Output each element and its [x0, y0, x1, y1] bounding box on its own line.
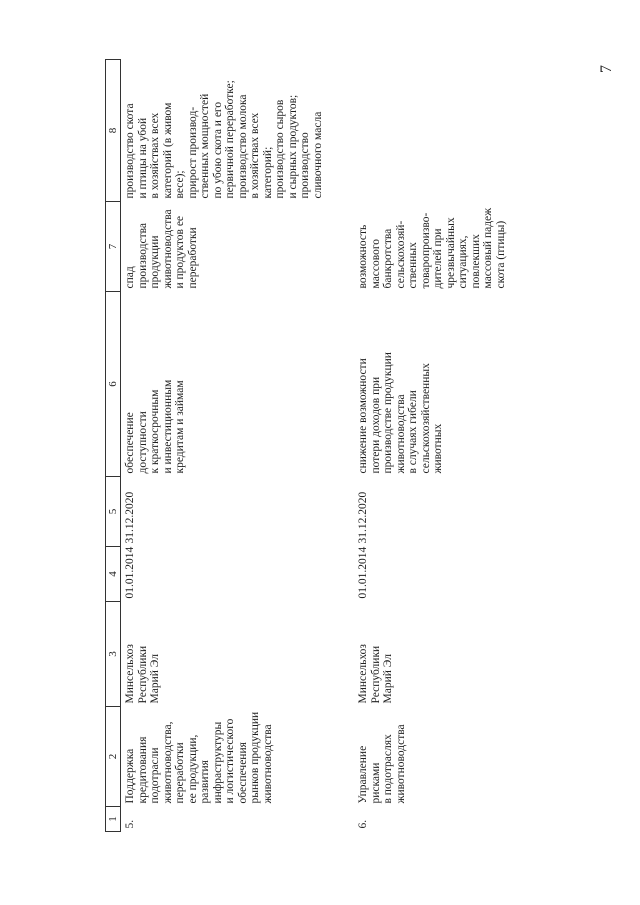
cell-line: прирост производ- [186, 106, 199, 199]
cell-line: Минсельхоз [357, 644, 369, 704]
cell-end: 31.12.2020 [357, 491, 369, 544]
cell-executor [354, 602, 507, 707]
cell-line: спад [124, 266, 136, 289]
cell-line: в подотраслях [382, 734, 394, 804]
cell-line: банкротства [382, 228, 394, 289]
cell-line: сельскохозяй- [394, 220, 407, 289]
cell-line: обеспечения [236, 742, 249, 804]
program-table [105, 59, 507, 832]
cell-line: переработки [186, 227, 199, 289]
column-header: 1 [106, 807, 121, 832]
rotated-table-container [105, 60, 555, 832]
cell-line: товаропроизво- [419, 212, 432, 289]
cell-indicators [354, 60, 507, 202]
cell-line: ситуациях, [457, 235, 469, 289]
cell-line: и продуктов ее [174, 215, 186, 289]
header-row [106, 60, 121, 832]
cell-executor [121, 602, 355, 707]
cell-result [121, 292, 355, 477]
table-row [121, 60, 355, 832]
page-number: 7 [598, 65, 615, 73]
column-header: 5 [106, 477, 121, 547]
cell-line: рынков продукции [249, 711, 261, 804]
cell-line: животноводства [261, 724, 274, 804]
cell-line: производства [136, 223, 149, 289]
cell-indicators [121, 60, 355, 202]
cell-line: снижение возможности [357, 358, 369, 474]
column-header: 7 [106, 202, 121, 292]
cell-line: весе); [174, 170, 186, 199]
cell-line: категорий; [261, 146, 274, 199]
column-header: 6 [106, 292, 121, 477]
cell-line: скота (птицы) [494, 220, 507, 289]
cell-line: повлекших [469, 234, 482, 289]
cell-line: животноводства [161, 209, 174, 289]
column-header: 4 [106, 547, 121, 602]
cell-line: Республики [136, 645, 149, 704]
cell-line: ственных [407, 242, 419, 289]
cell-line: рисками [369, 762, 382, 804]
cell-line: развития [199, 760, 211, 804]
cell-consequences [121, 202, 355, 292]
cell-line: первичной переработке; [224, 80, 236, 199]
cell-line: чрезвычайных [444, 217, 457, 289]
cell-result [354, 292, 507, 477]
cell-line: по убою скота и его [211, 101, 224, 199]
cell-line: и птицы на убой [136, 117, 149, 199]
cell-line: Республики [369, 645, 382, 704]
column-header: 8 [106, 60, 121, 202]
cell-line: животноводства [394, 724, 407, 804]
cell-line: животных [432, 423, 444, 474]
cell-line: продукции [149, 235, 161, 289]
cell-line: производство молока [236, 94, 249, 199]
cell-line: обеспечение [124, 412, 136, 474]
cell-line: животноводства [394, 394, 407, 474]
cell-line: в случаях гибели [407, 390, 419, 474]
cell-line: к краткосрочным [149, 389, 161, 474]
cell-line: доступности [136, 411, 149, 474]
cell-line: кредитования [136, 736, 149, 804]
cell-line: кредитам и займам [174, 380, 186, 474]
cell-line: подотрасли [149, 747, 161, 804]
cell-consequences [354, 202, 507, 292]
cell-line: животноводства, [161, 721, 174, 804]
cell-line: в хозяйствах всех [149, 112, 161, 199]
cell-line: категорий (в живом [161, 102, 174, 199]
cell-line: ственных мощностей [199, 93, 211, 199]
cell-line: переработки [174, 742, 186, 804]
cell-line: инфраструктуры [211, 721, 224, 804]
cell-line: производство [299, 132, 311, 199]
cell-line: и инвестиционным [161, 379, 174, 474]
cell-line: сельскохозяйственных [419, 363, 432, 474]
cell-line: производство сыров [274, 99, 286, 199]
cell-line: возможность [357, 224, 369, 289]
cell-line: и логистического [224, 718, 236, 804]
cell-line: сливочного масла [311, 111, 324, 199]
column-header: 2 [106, 707, 121, 807]
cell-name [121, 707, 355, 807]
cell-line: массовый падеж [482, 207, 494, 289]
cell-start: 01.01.2014 [357, 546, 369, 599]
column-header: 3 [106, 602, 121, 707]
cell-line: потери доходов при [369, 376, 382, 474]
table-row [354, 60, 507, 832]
cell-line: Минсельхоз [124, 644, 136, 704]
cell-line: и сырных продуктов; [286, 94, 299, 199]
cell-line: дителей при [432, 228, 444, 289]
cell-num: 5. [124, 819, 136, 829]
cell-line: массового [369, 238, 382, 289]
cell-num: 6. [357, 819, 369, 829]
cell-start: 01.01.2014 [124, 546, 136, 599]
cell-line: в хозяйствах всех [249, 112, 261, 199]
cell-line: производство скота [124, 103, 136, 199]
cell-line: Марий Эл [382, 654, 394, 704]
cell-line: Марий Эл [149, 654, 161, 704]
cell-name [354, 707, 507, 807]
cell-end: 31.12.2020 [124, 491, 136, 544]
cell-line: производстве продукции [382, 352, 394, 474]
cell-line: ее продукции, [186, 734, 199, 804]
cell-line: Поддержка [124, 748, 136, 804]
cell-line: Управление [357, 745, 369, 804]
